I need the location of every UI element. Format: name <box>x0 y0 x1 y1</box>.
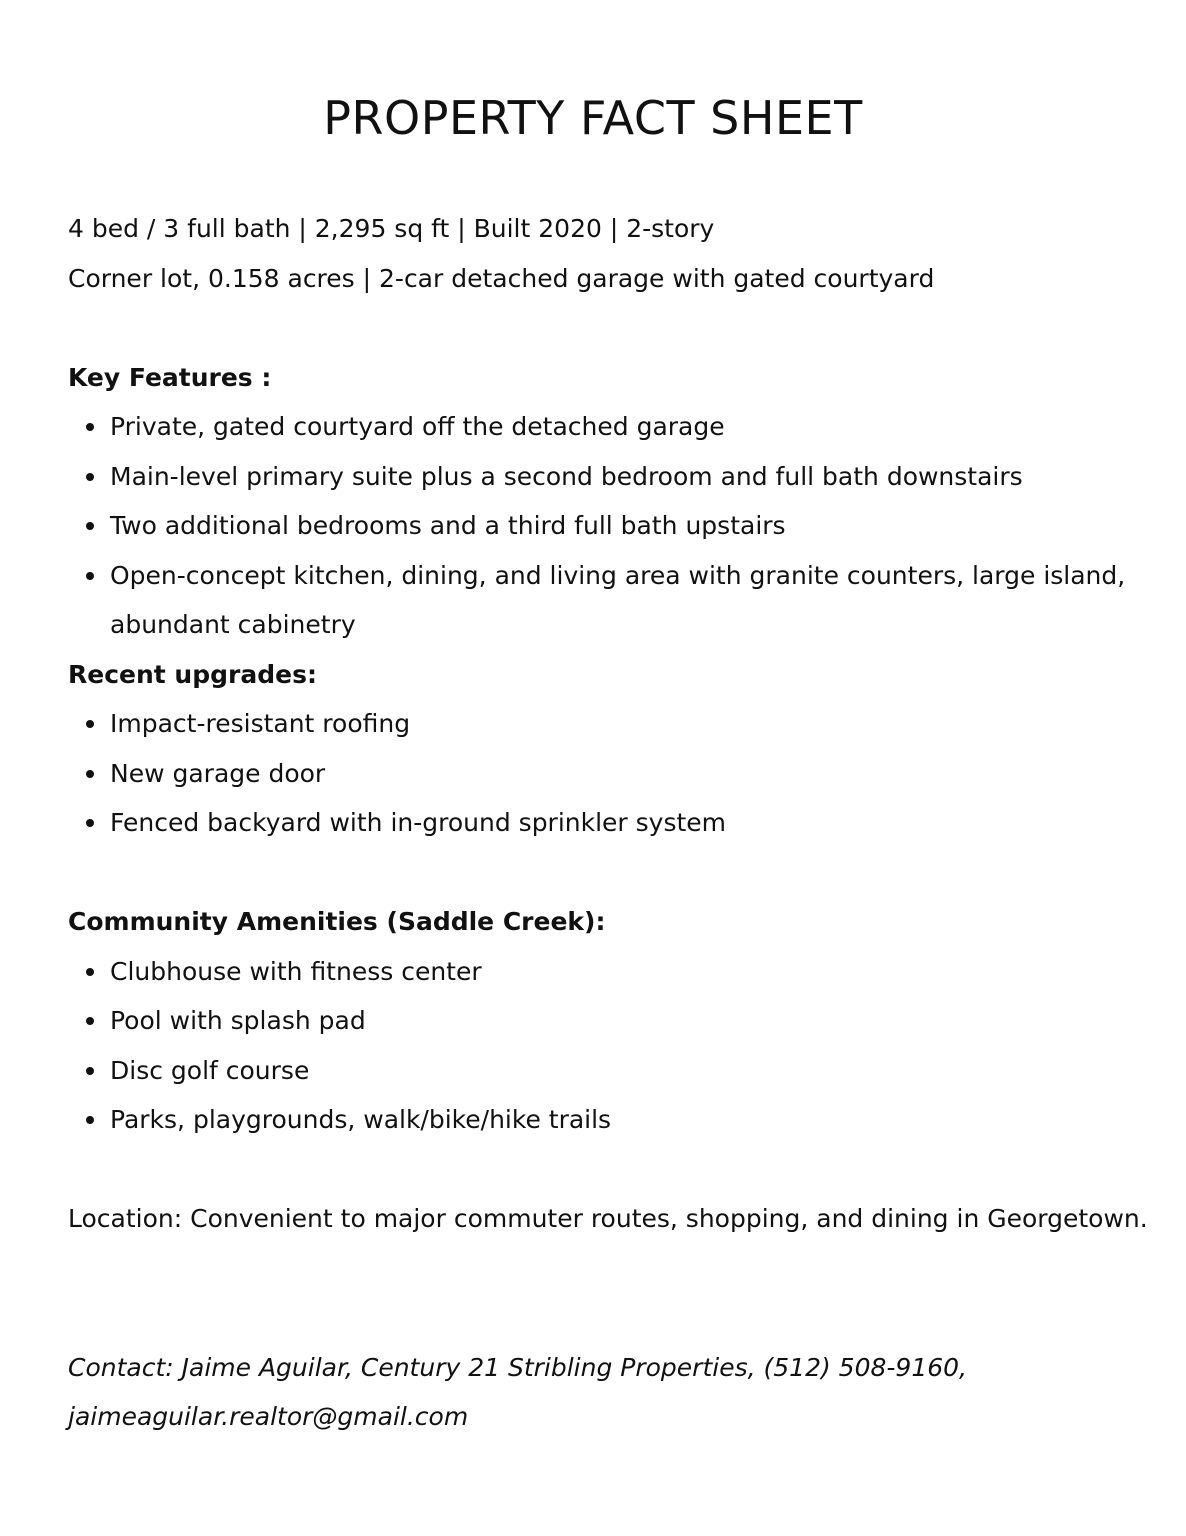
list-item: New garage door <box>110 749 1138 799</box>
spacer <box>68 1244 1138 1343</box>
key-features-heading: Key Features : <box>68 362 272 392</box>
list-item: Disc golf course <box>110 1046 1138 1096</box>
summary-line-lot: Corner lot, 0.158 acres | 2-car detached garage with gated courtyard <box>68 263 935 293</box>
page-title: PROPERTY FACT SHEET <box>323 91 863 145</box>
key-features-list <box>68 402 1138 650</box>
fact-sheet-content <box>68 204 1148 1442</box>
spacer <box>68 848 1138 898</box>
contact-info: Contact: Jaime Aguilar, Century 21 Stribling Properties, (512) 508-9160, jaimeaguilar.realtor@gmail.com <box>68 1352 967 1431</box>
list-item: Pool with splash pad <box>110 996 1138 1046</box>
community-amenities-heading: Community Amenities (Saddle Creek): <box>68 907 606 936</box>
list-item: Private, gated courtyard off the detached garage <box>110 402 1138 452</box>
list-item: Parks, playgrounds, walk/bike/hike trails <box>110 1095 1138 1145</box>
list-item: Impact-resistant roofing <box>110 699 1138 749</box>
spacer <box>68 303 1138 353</box>
list-item: Open-concept kitchen, dining, and living area with granite counters, large island, abundant cabinetry <box>110 551 1138 650</box>
spacer <box>68 1145 1138 1195</box>
location-text: Location: Convenient to major commuter routes, shopping, and dining in Georgetown. <box>68 1204 1148 1233</box>
summary-line-specs: 4 bed / 3 full bath | 2,295 sq ft | Built 2020 | 2-story <box>68 214 715 243</box>
list-item: Clubhouse with fitness center <box>110 947 1138 997</box>
list-item: Fenced backyard with in-ground sprinkler system <box>110 798 1138 848</box>
recent-upgrades-heading: Recent upgrades: <box>68 659 317 689</box>
list-item: Main-level primary suite plus a second bedroom and full bath downstairs <box>110 452 1138 502</box>
community-amenities-list <box>68 947 1138 1145</box>
recent-upgrades-list <box>68 699 1138 848</box>
list-item: Two additional bedrooms and a third full bath upstairs <box>110 501 1138 551</box>
